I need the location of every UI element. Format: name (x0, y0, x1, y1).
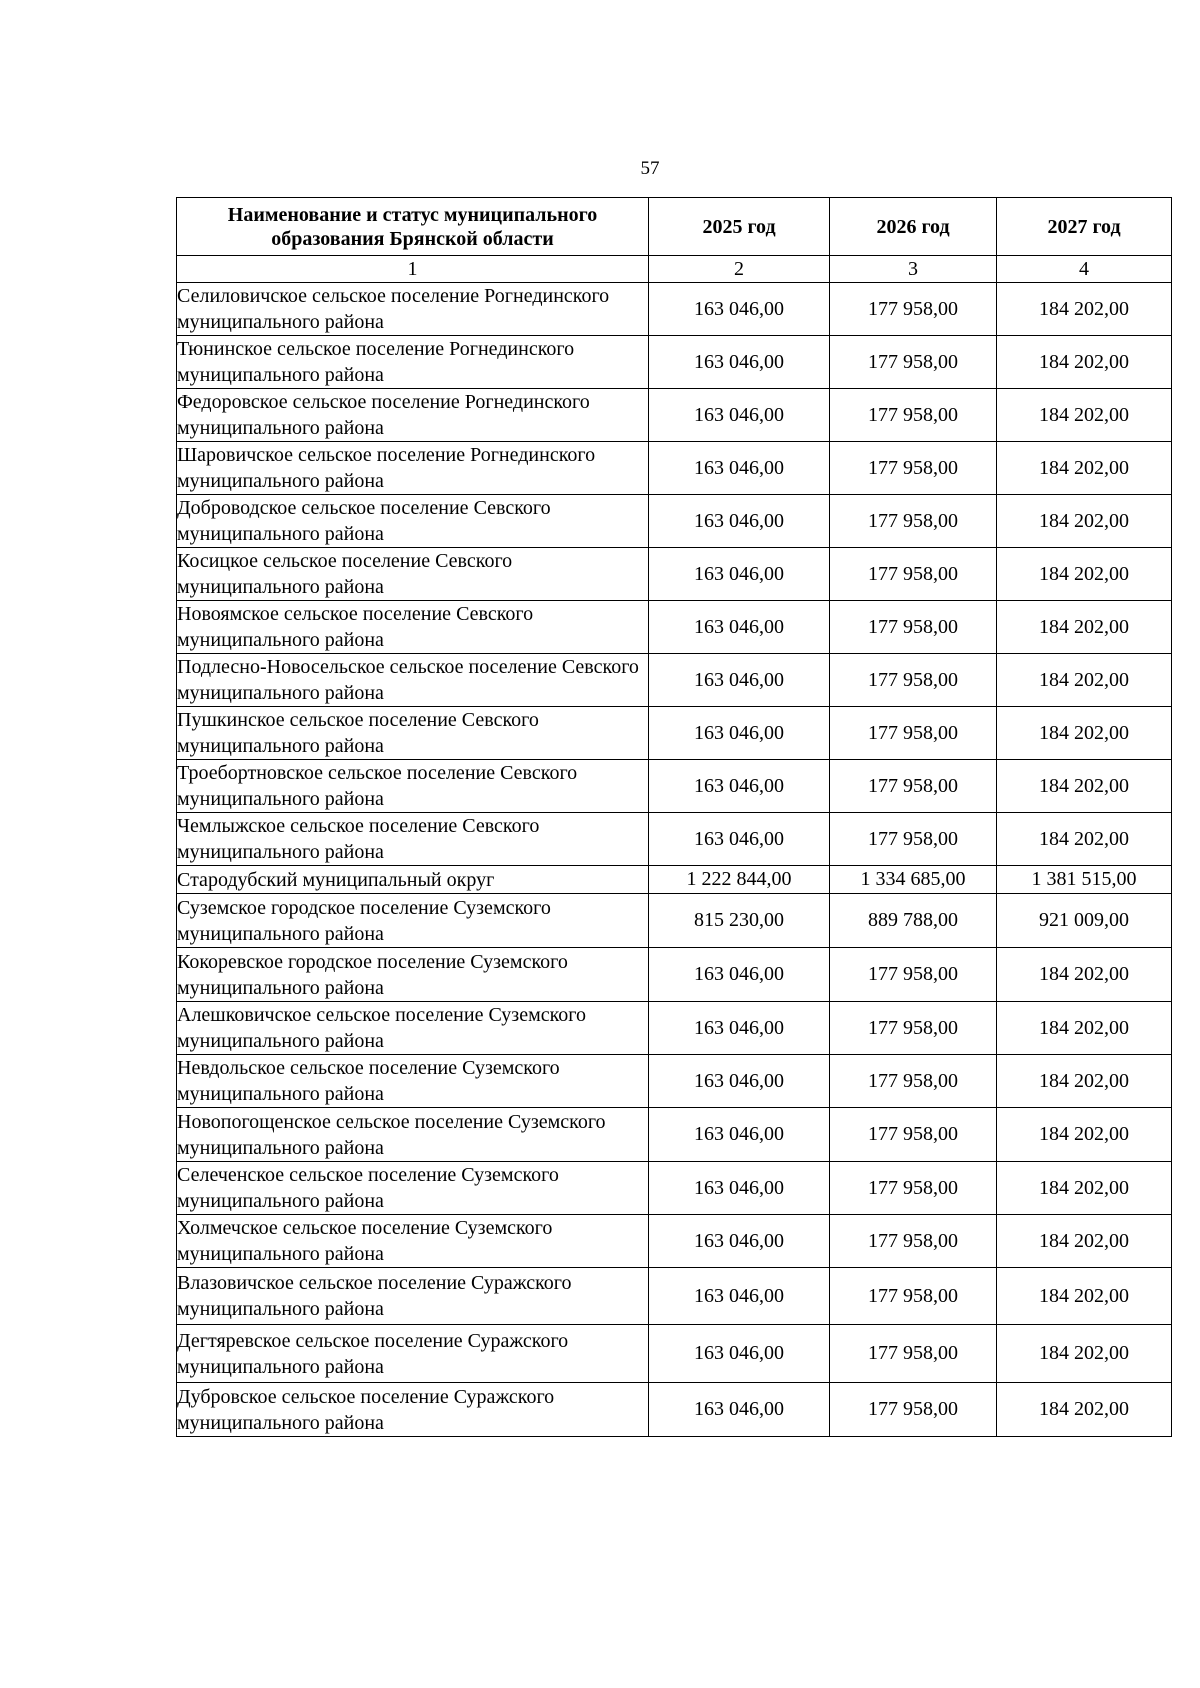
amount-2025: 163 046,00 (649, 548, 830, 601)
municipality-name: Косицкое сельское поселение Севского муниципального района (177, 548, 649, 601)
table-row (177, 866, 1172, 894)
amount-2027: 184 202,00 (997, 495, 1172, 548)
amount-2025: 163 046,00 (649, 654, 830, 707)
amount-2027: 184 202,00 (997, 1383, 1172, 1437)
amount-2025: 163 046,00 (649, 760, 830, 813)
amount-2025: 163 046,00 (649, 813, 830, 866)
amount-2026: 177 958,00 (830, 442, 997, 495)
table-row (177, 894, 1172, 948)
table-row (177, 1215, 1172, 1268)
table-row (177, 1162, 1172, 1215)
amount-2027: 184 202,00 (997, 654, 1172, 707)
amount-2026: 177 958,00 (830, 813, 997, 866)
header-2027: 2027 год (997, 198, 1172, 256)
amount-2025: 163 046,00 (649, 707, 830, 760)
amount-2026: 177 958,00 (830, 1108, 997, 1162)
table-row (177, 1325, 1172, 1383)
table-row (177, 548, 1172, 601)
amount-2025: 163 046,00 (649, 601, 830, 654)
column-number-row (177, 256, 1172, 283)
amount-2025: 163 046,00 (649, 1002, 830, 1055)
amount-2025: 163 046,00 (649, 1055, 830, 1108)
municipality-name: Новопогощенское сельское поселение Суземского муниципального района (177, 1108, 649, 1162)
amount-2025: 163 046,00 (649, 442, 830, 495)
municipality-name: Чемлыжское сельское поселение Севского муниципального района (177, 813, 649, 866)
municipality-name: Суземское городское поселение Суземского муниципального района (177, 894, 649, 948)
table-body (177, 283, 1172, 1437)
municipality-name: Алешковичское сельское поселение Суземского муниципального района (177, 1002, 649, 1055)
municipality-name: Стародубский муниципальный округ (177, 866, 649, 894)
amount-2026: 177 958,00 (830, 1268, 997, 1325)
amount-2025: 163 046,00 (649, 283, 830, 336)
amount-2027: 184 202,00 (997, 336, 1172, 389)
amount-2025: 163 046,00 (649, 1383, 830, 1437)
column-number: 2 (649, 256, 830, 283)
table-row (177, 760, 1172, 813)
amount-2027: 921 009,00 (997, 894, 1172, 948)
amount-2027: 184 202,00 (997, 813, 1172, 866)
column-number: 4 (997, 256, 1172, 283)
amount-2026: 177 958,00 (830, 1215, 997, 1268)
amount-2027: 184 202,00 (997, 1325, 1172, 1383)
amount-2026: 177 958,00 (830, 760, 997, 813)
table-row (177, 1055, 1172, 1108)
amount-2026: 1 334 685,00 (830, 866, 997, 894)
municipality-name: Дегтяревское сельское поселение Суражского муниципального района (177, 1325, 649, 1383)
municipality-name: Шаровичское сельское поселение Рогнединского муниципального района (177, 442, 649, 495)
municipality-name: Дубровское сельское поселение Суражского муниципального района (177, 1383, 649, 1437)
table-row (177, 336, 1172, 389)
column-number: 1 (177, 256, 649, 283)
amount-2026: 177 958,00 (830, 948, 997, 1002)
table-header-row (177, 198, 1172, 256)
municipality-name: Подлесно-Новосельское сельское поселение Севского муниципального района (177, 654, 649, 707)
table-row (177, 601, 1172, 654)
amount-2025: 1 222 844,00 (649, 866, 830, 894)
amount-2026: 177 958,00 (830, 1383, 997, 1437)
municipality-name: Невдольское сельское поселение Суземского муниципального района (177, 1055, 649, 1108)
amount-2025: 163 046,00 (649, 948, 830, 1002)
amount-2027: 184 202,00 (997, 389, 1172, 442)
municipality-name: Троебортновское сельское поселение Севского муниципального района (177, 760, 649, 813)
amount-2026: 177 958,00 (830, 1325, 997, 1383)
amount-2026: 177 958,00 (830, 1002, 997, 1055)
header-2026: 2026 год (830, 198, 997, 256)
amount-2025: 163 046,00 (649, 1325, 830, 1383)
amount-2027: 184 202,00 (997, 1002, 1172, 1055)
table-row (177, 283, 1172, 336)
amount-2027: 184 202,00 (997, 1215, 1172, 1268)
amount-2027: 1 381 515,00 (997, 866, 1172, 894)
municipality-name: Пушкинское сельское поселение Севского муниципального района (177, 707, 649, 760)
table-row (177, 389, 1172, 442)
amount-2027: 184 202,00 (997, 283, 1172, 336)
amount-2026: 177 958,00 (830, 1055, 997, 1108)
amount-2026: 177 958,00 (830, 495, 997, 548)
municipality-name: Влазовичское сельское поселение Суражского муниципального района (177, 1268, 649, 1325)
amount-2027: 184 202,00 (997, 601, 1172, 654)
municipality-name: Доброводское сельское поселение Севского муниципального района (177, 495, 649, 548)
column-number: 3 (830, 256, 997, 283)
amount-2025: 163 046,00 (649, 389, 830, 442)
amount-2026: 177 958,00 (830, 548, 997, 601)
budget-table (176, 197, 1172, 1437)
header-2025: 2025 год (649, 198, 830, 256)
municipality-name: Федоровское сельское поселение Рогнединского муниципального района (177, 389, 649, 442)
table-row (177, 1108, 1172, 1162)
amount-2026: 177 958,00 (830, 389, 997, 442)
amount-2025: 163 046,00 (649, 1215, 830, 1268)
municipality-name: Новоямское сельское поселение Севского муниципального района (177, 601, 649, 654)
table-row (177, 813, 1172, 866)
amount-2025: 163 046,00 (649, 336, 830, 389)
amount-2025: 815 230,00 (649, 894, 830, 948)
amount-2025: 163 046,00 (649, 1108, 830, 1162)
municipality-name: Селиловичское сельское поселение Рогнединского муниципального района (177, 283, 649, 336)
amount-2026: 177 958,00 (830, 654, 997, 707)
amount-2026: 177 958,00 (830, 601, 997, 654)
table-row (177, 1383, 1172, 1437)
amount-2026: 177 958,00 (830, 283, 997, 336)
amount-2026: 177 958,00 (830, 1162, 997, 1215)
table-row (177, 948, 1172, 1002)
table-row (177, 1268, 1172, 1325)
table-row (177, 707, 1172, 760)
page-number: 57 (640, 158, 660, 179)
amount-2027: 184 202,00 (997, 1055, 1172, 1108)
table-row (177, 1002, 1172, 1055)
amount-2027: 184 202,00 (997, 1162, 1172, 1215)
municipality-name: Кокоревское городское поселение Суземского муниципального района (177, 948, 649, 1002)
amount-2027: 184 202,00 (997, 442, 1172, 495)
amount-2026: 177 958,00 (830, 707, 997, 760)
amount-2027: 184 202,00 (997, 548, 1172, 601)
amount-2025: 163 046,00 (649, 1162, 830, 1215)
amount-2026: 889 788,00 (830, 894, 997, 948)
amount-2026: 177 958,00 (830, 336, 997, 389)
municipality-name: Селеченское сельское поселение Суземского муниципального района (177, 1162, 649, 1215)
table-row (177, 654, 1172, 707)
municipality-name: Холмечское сельское поселение Суземского муниципального района (177, 1215, 649, 1268)
amount-2027: 184 202,00 (997, 1108, 1172, 1162)
amount-2027: 184 202,00 (997, 948, 1172, 1002)
amount-2027: 184 202,00 (997, 707, 1172, 760)
amount-2027: 184 202,00 (997, 1268, 1172, 1325)
amount-2025: 163 046,00 (649, 495, 830, 548)
municipality-name: Тюнинское сельское поселение Рогнединского муниципального района (177, 336, 649, 389)
header-name: Наименование и статус муниципального образования Брянской области (177, 198, 649, 256)
table-row (177, 442, 1172, 495)
table-row (177, 495, 1172, 548)
amount-2025: 163 046,00 (649, 1268, 830, 1325)
amount-2027: 184 202,00 (997, 760, 1172, 813)
